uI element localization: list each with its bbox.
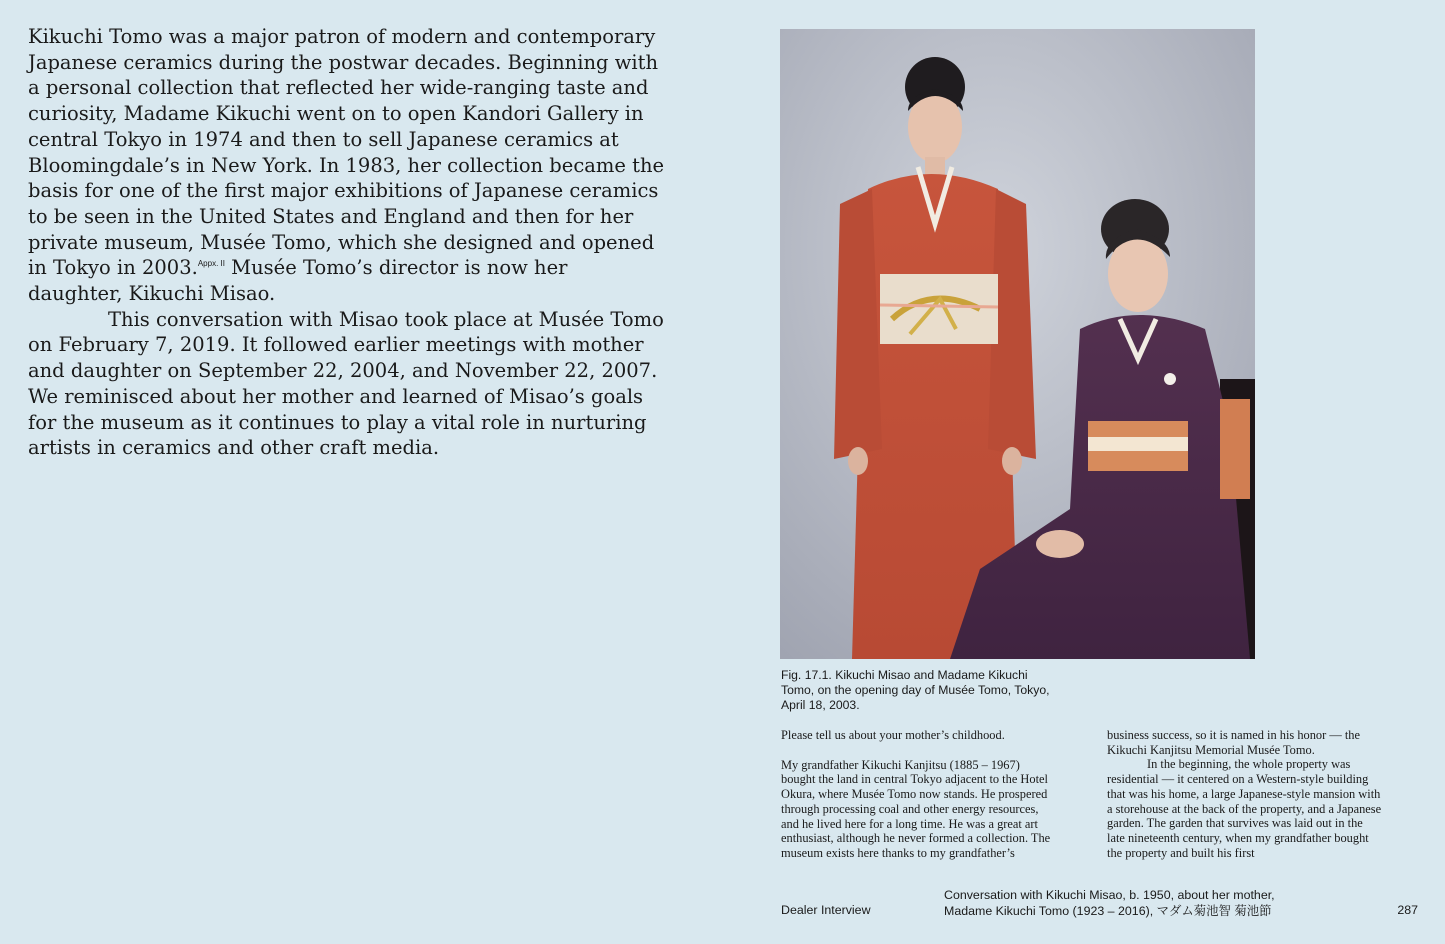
appendix-reference[interactable]: Appx. II [197, 259, 225, 269]
figure-caption: Fig. 17.1. Kikuchi Misao and Madame Kikuchi Tomo, on the opening day of Musée Tomo, Tokyo, April 18, 2003. [781, 668, 1050, 712]
figure-photo [780, 29, 1255, 659]
page-number: 287 [1397, 903, 1418, 917]
intro-text [28, 24, 668, 461]
interview-question: Please tell us about your mother’s childhood. [781, 728, 1005, 742]
intro-paragraph-1-continued: Musée Tomo’s director is now her daughter, Kikuchi Misao. [28, 256, 568, 306]
interview-column-2 [1107, 728, 1382, 860]
interview-answer-part-2: business success, so it is named in his honor — the Kikuchi Kanjitsu Memorial Musée Tomo. [1107, 728, 1360, 757]
footer-title-line-1: Conversation with Kikuchi Misao, b. 1950, about her mother, [944, 888, 1275, 902]
intro-paragraph-1-text: Kikuchi Tomo was a major patron of modern and contemporary Japanese ceramics during the postwar decades. Beginning with a personal collection that reflected her wide-ranging taste and curiosity, Madame Kikuchi went on to open Kandori Gallery in central Tokyo in 1974 and then to sell Japanese ceramics at Bloomingdale’s in New York. In 1983, her collection became the basis for one of the first major exhibitions of Japanese ceramics to be seen in the United States and England and then for her private museum, Musée Tomo, which she designed and opened in Tokyo in 2003. [28, 25, 665, 280]
photo-illustration [780, 29, 1255, 659]
intro-paragraph-2: This conversation with Misao took place at Musée Tomo on February 7, 2019. It followed earlier meetings with mother and daughter on September 22, 2004, and November 22, 2007. We reminisced about her mother and learned of Misao’s goals for the museum as it continues to play a vital role in nurturing artists in ceramics and other craft media. [28, 307, 664, 460]
footer-section-label: Dealer Interview [781, 903, 871, 917]
intro-paragraph-1 [28, 24, 668, 307]
interview-column-1 [781, 728, 1056, 861]
interview-answer-part-1: My grandfather Kikuchi Kanjitsu (1885 – 1967) bought the land in central Tokyo adjacent to the Hotel Okura, where Musée Tomo now stands. He prospered through processing coal and other energy resources, and he lived here for a long time. He was a great art enthusiast, although he never formed a collection. The museum exists here thanks to my grandfather’s [781, 757, 1051, 860]
footer-running-title [944, 888, 1275, 919]
footer-title-line-2: Madame Kikuchi Tomo (1923 – 2016), マダム菊池智 菊池節 [944, 903, 1272, 918]
interview-answer-part-3: In the beginning, the whole property was residential — it centered on a Western-style building that was his home, a large Japanese-style mansion with a storehouse at the back of the property, and a Japanese garden. The garden that survives was laid out in the late nineteenth century, when my grandfather bought the property and built his first [1107, 757, 1382, 860]
